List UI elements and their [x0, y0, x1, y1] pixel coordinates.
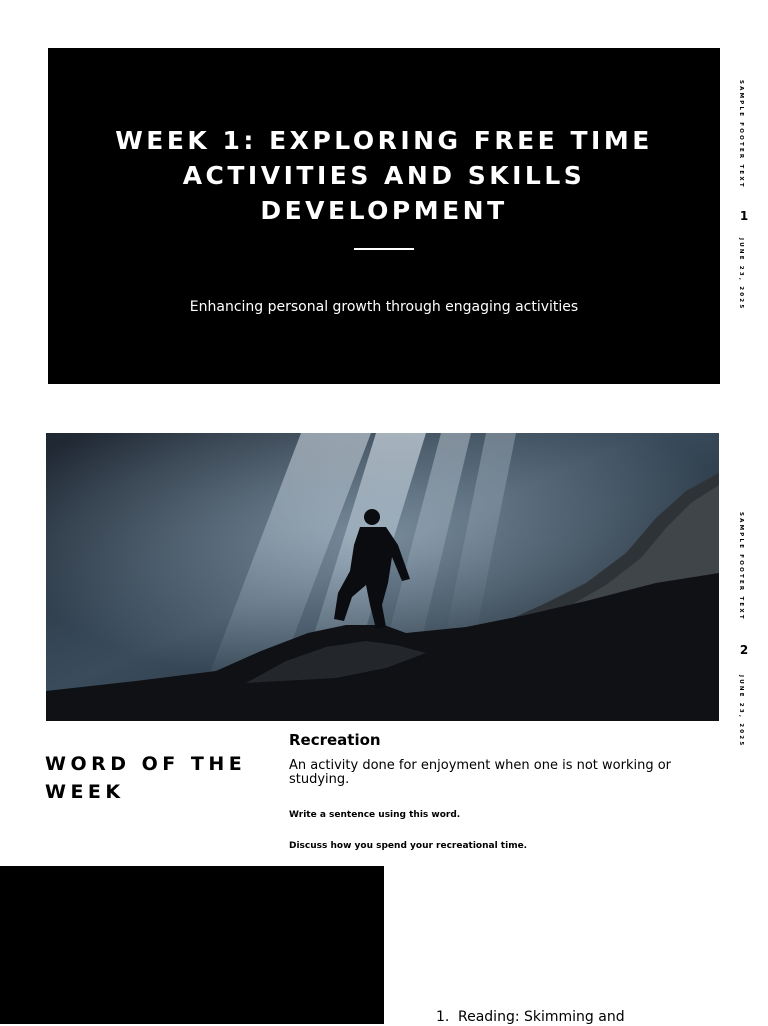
slide-title: WEEK 1: EXPLORING FREE TIME ACTIVITIES AND SKILLS DEVELOPMENT: [115, 126, 653, 225]
page-number: 1: [739, 209, 749, 223]
footer-sample-text: SAMPLE FOOTER TEXT: [738, 512, 744, 621]
list-item-number: 1.: [436, 1009, 450, 1025]
word-of-the-week-heading: WORD OF THE WEEK: [45, 753, 247, 803]
slide-3-image-block: [0, 866, 384, 1024]
footer-date: JUNE 23, 2025: [738, 238, 744, 311]
prompt-discussion: Discuss how you spend your recreational time.: [289, 841, 528, 851]
agenda-list: [436, 1008, 625, 1026]
slide-1-footer: [730, 80, 756, 320]
title-divider: [354, 248, 414, 250]
cave-photo: [46, 433, 719, 721]
page-number: 2: [739, 643, 749, 657]
title-slide: [48, 48, 720, 384]
list-item-text: Reading: Skimming and: [458, 1009, 625, 1025]
person-silhouette-cave-light-rays-icon: [46, 433, 719, 721]
word-definition: An activity done for enjoyment when one is not working or studying.: [289, 758, 672, 787]
slide-subtitle: Enhancing personal growth through engaging activities: [189, 299, 579, 315]
footer-date: JUNE 23, 2025: [738, 675, 744, 748]
footer-sample-text: SAMPLE FOOTER TEXT: [738, 80, 744, 189]
prompt-sentence: Write a sentence using this word.: [289, 810, 461, 820]
list-item: [436, 1008, 625, 1026]
featured-word: Recreation: [289, 731, 381, 749]
slide-2-footer: [730, 512, 756, 752]
